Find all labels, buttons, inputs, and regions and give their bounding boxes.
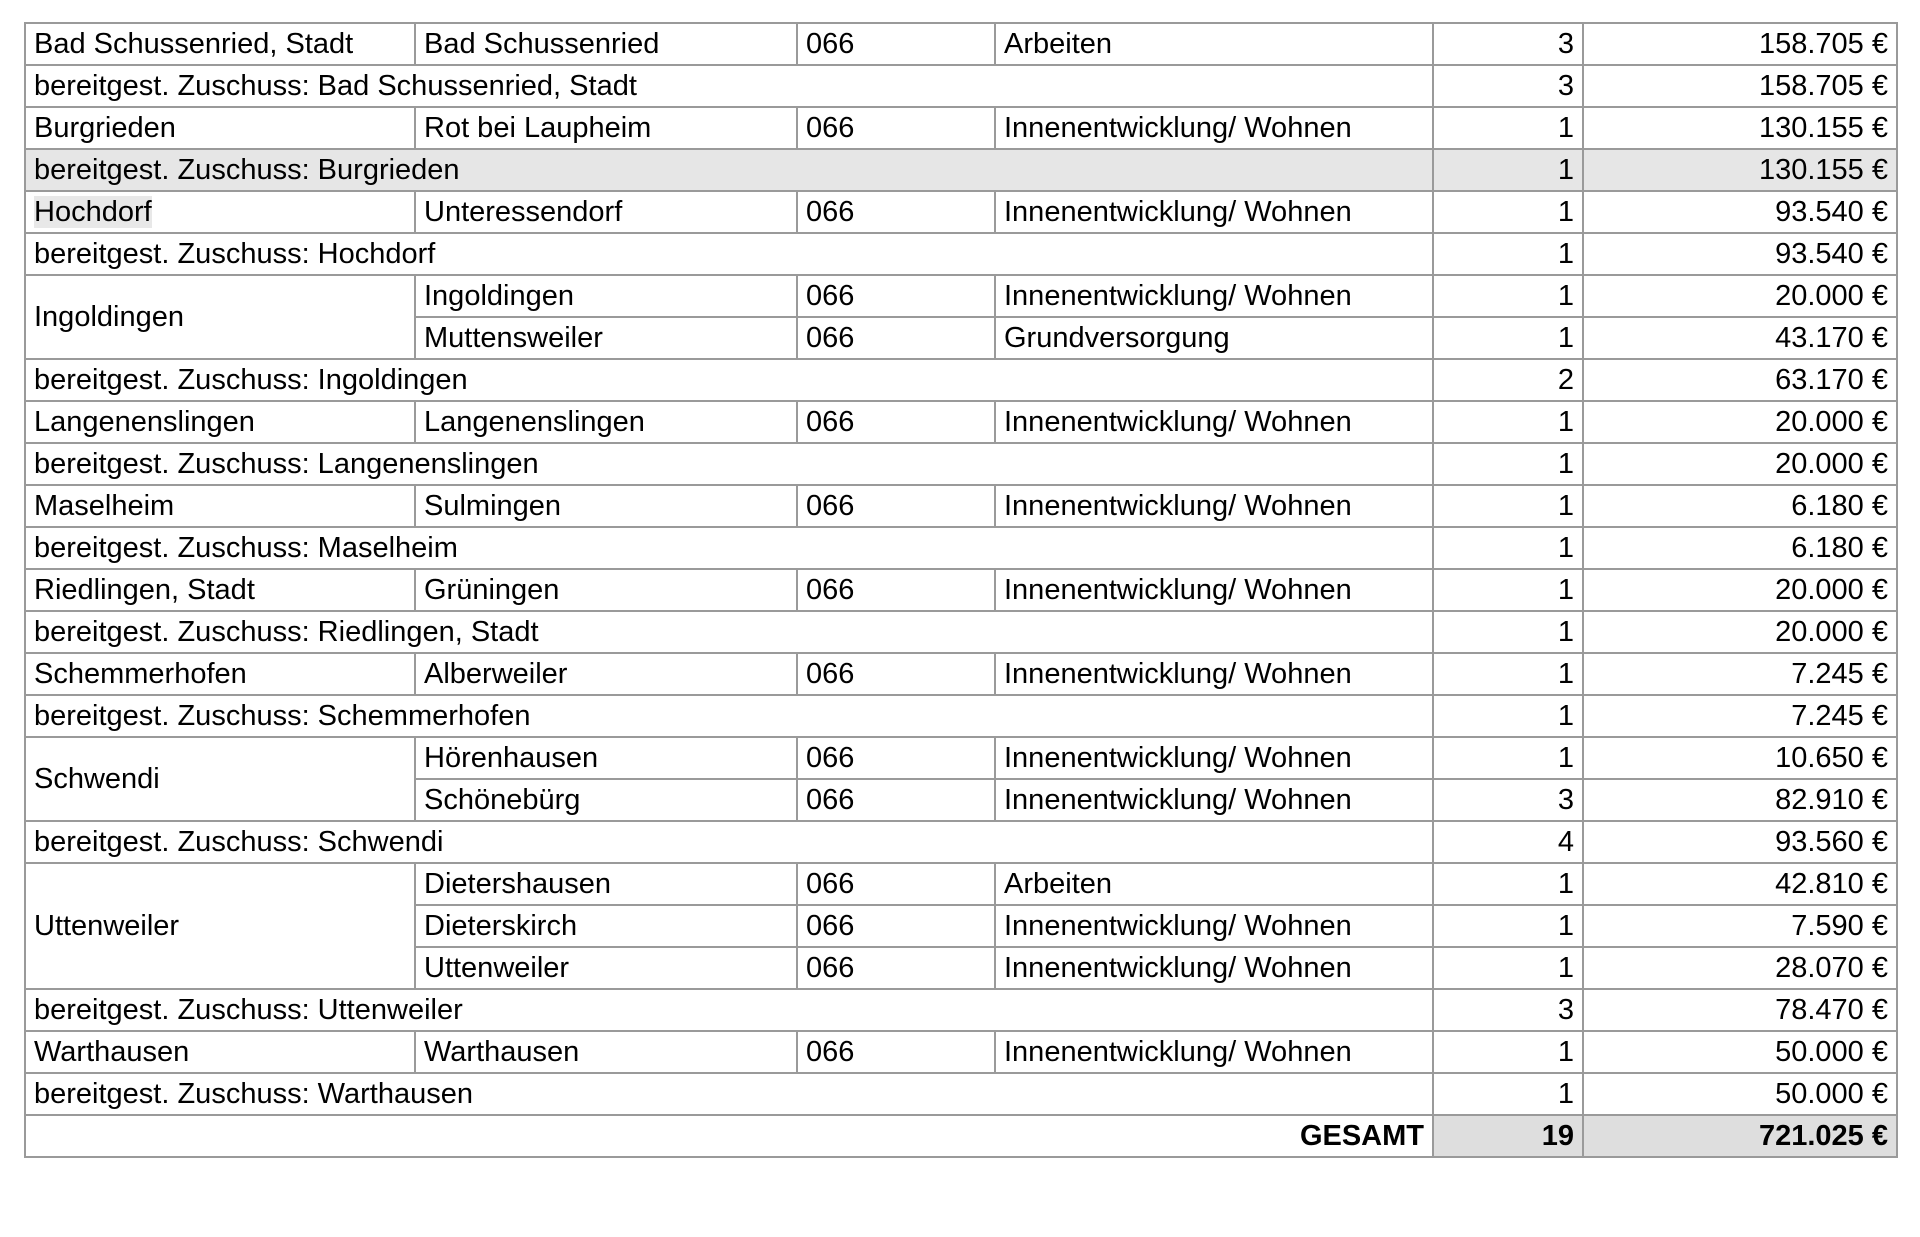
subtotal-amount: 6.180 € <box>1583 527 1897 569</box>
amount-cell: 20.000 € <box>1583 275 1897 317</box>
category-cell: Innenentwicklung/ Wohnen <box>995 779 1433 821</box>
code-cell: 066 <box>797 737 995 779</box>
table-row <box>25 1031 1897 1073</box>
amount-cell: 6.180 € <box>1583 485 1897 527</box>
subtotal-count: 1 <box>1433 611 1583 653</box>
subtotal-count: 2 <box>1433 359 1583 401</box>
amount-cell: 7.245 € <box>1583 653 1897 695</box>
count-cell: 1 <box>1433 485 1583 527</box>
amount-cell: 158.705 € <box>1583 23 1897 65</box>
locality-cell: Bad Schussenried <box>415 23 797 65</box>
count-cell: 1 <box>1433 191 1583 233</box>
amount-cell: 93.540 € <box>1583 191 1897 233</box>
table-row <box>25 485 1897 527</box>
locality-cell: Dietershausen <box>415 863 797 905</box>
subtotal-row <box>25 821 1897 863</box>
subtotal-amount: 50.000 € <box>1583 1073 1897 1115</box>
subtotal-label: bereitgest. Zuschuss: Riedlingen, Stadt <box>25 611 1433 653</box>
code-cell: 066 <box>797 485 995 527</box>
code-cell: 066 <box>797 1031 995 1073</box>
locality-cell: Uttenweiler <box>415 947 797 989</box>
municipality-cell: Warthausen <box>25 1031 415 1073</box>
code-cell: 066 <box>797 905 995 947</box>
locality-cell: Warthausen <box>415 1031 797 1073</box>
locality-cell: Alberweiler <box>415 653 797 695</box>
count-cell: 1 <box>1433 569 1583 611</box>
code-cell: 066 <box>797 107 995 149</box>
subtotal-label: bereitgest. Zuschuss: Warthausen <box>25 1073 1433 1115</box>
municipality-cell: Schemmerhofen <box>25 653 415 695</box>
amount-cell: 20.000 € <box>1583 401 1897 443</box>
count-cell: 1 <box>1433 947 1583 989</box>
code-cell: 066 <box>797 569 995 611</box>
subtotal-label: bereitgest. Zuschuss: Maselheim <box>25 527 1433 569</box>
funding-table <box>24 22 1898 1158</box>
category-cell: Innenentwicklung/ Wohnen <box>995 107 1433 149</box>
subtotal-amount: 158.705 € <box>1583 65 1897 107</box>
amount-cell: 28.070 € <box>1583 947 1897 989</box>
locality-cell: Muttensweiler <box>415 317 797 359</box>
subtotal-count: 3 <box>1433 989 1583 1031</box>
subtotal-label: bereitgest. Zuschuss: Burgrieden <box>25 149 1433 191</box>
subtotal-row <box>25 233 1897 275</box>
category-cell: Grundversorgung <box>995 317 1433 359</box>
municipality-name: Hochdorf <box>34 196 152 228</box>
category-cell: Arbeiten <box>995 23 1433 65</box>
count-cell: 1 <box>1433 401 1583 443</box>
count-cell: 1 <box>1433 317 1583 359</box>
table-row <box>25 191 1897 233</box>
locality-cell: Sulmingen <box>415 485 797 527</box>
subtotal-count: 1 <box>1433 1073 1583 1115</box>
municipality-cell: Langenenslingen <box>25 401 415 443</box>
subtotal-count: 1 <box>1433 443 1583 485</box>
category-cell: Innenentwicklung/ Wohnen <box>995 275 1433 317</box>
subtotal-row <box>25 65 1897 107</box>
municipality-cell: Burgrieden <box>25 107 415 149</box>
locality-cell: Ingoldingen <box>415 275 797 317</box>
subtotal-amount: 63.170 € <box>1583 359 1897 401</box>
subtotal-count: 4 <box>1433 821 1583 863</box>
count-cell: 1 <box>1433 275 1583 317</box>
code-cell: 066 <box>797 653 995 695</box>
subtotal-row <box>25 611 1897 653</box>
subtotal-label: bereitgest. Zuschuss: Schwendi <box>25 821 1433 863</box>
code-cell: 066 <box>797 317 995 359</box>
municipality-cell: Schwendi <box>25 737 415 821</box>
subtotal-row <box>25 149 1897 191</box>
amount-cell: 20.000 € <box>1583 569 1897 611</box>
subtotal-amount: 93.540 € <box>1583 233 1897 275</box>
subtotal-row <box>25 989 1897 1031</box>
subtotal-count: 1 <box>1433 233 1583 275</box>
municipality-cell: Maselheim <box>25 485 415 527</box>
subtotal-amount: 78.470 € <box>1583 989 1897 1031</box>
subtotal-count: 1 <box>1433 149 1583 191</box>
count-cell: 1 <box>1433 863 1583 905</box>
count-cell: 1 <box>1433 107 1583 149</box>
locality-cell: Hörenhausen <box>415 737 797 779</box>
code-cell: 066 <box>797 779 995 821</box>
table-row <box>25 107 1897 149</box>
code-cell: 066 <box>797 947 995 989</box>
subtotal-count: 1 <box>1433 695 1583 737</box>
category-cell: Innenentwicklung/ Wohnen <box>995 737 1433 779</box>
count-cell: 1 <box>1433 1031 1583 1073</box>
count-cell: 1 <box>1433 905 1583 947</box>
subtotal-label: bereitgest. Zuschuss: Ingoldingen <box>25 359 1433 401</box>
subtotal-amount: 7.245 € <box>1583 695 1897 737</box>
amount-cell: 7.590 € <box>1583 905 1897 947</box>
subtotal-label: bereitgest. Zuschuss: Hochdorf <box>25 233 1433 275</box>
total-count: 19 <box>1433 1115 1583 1157</box>
subtotal-count: 3 <box>1433 65 1583 107</box>
count-cell: 3 <box>1433 23 1583 65</box>
locality-cell: Dieterskirch <box>415 905 797 947</box>
municipality-cell: Riedlingen, Stadt <box>25 569 415 611</box>
code-cell: 066 <box>797 275 995 317</box>
subtotal-amount: 20.000 € <box>1583 611 1897 653</box>
municipality-cell: Uttenweiler <box>25 863 415 989</box>
count-cell: 1 <box>1433 737 1583 779</box>
category-cell: Innenentwicklung/ Wohnen <box>995 485 1433 527</box>
table-row <box>25 401 1897 443</box>
subtotal-count: 1 <box>1433 527 1583 569</box>
table-row <box>25 863 1897 905</box>
table-row <box>25 275 1897 317</box>
code-cell: 066 <box>797 863 995 905</box>
count-cell: 1 <box>1433 653 1583 695</box>
category-cell: Innenentwicklung/ Wohnen <box>995 653 1433 695</box>
table-row <box>25 569 1897 611</box>
total-row <box>25 1115 1897 1157</box>
total-label: GESAMT <box>25 1115 1433 1157</box>
funding-table-body <box>25 23 1897 1115</box>
subtotal-row <box>25 527 1897 569</box>
locality-cell: Schönebürg <box>415 779 797 821</box>
category-cell: Innenentwicklung/ Wohnen <box>995 947 1433 989</box>
subtotal-row <box>25 695 1897 737</box>
amount-cell: 50.000 € <box>1583 1031 1897 1073</box>
category-cell: Innenentwicklung/ Wohnen <box>995 569 1433 611</box>
category-cell: Innenentwicklung/ Wohnen <box>995 905 1433 947</box>
table-row <box>25 653 1897 695</box>
municipality-cell: Ingoldingen <box>25 275 415 359</box>
subtotal-amount: 130.155 € <box>1583 149 1897 191</box>
category-cell: Innenentwicklung/ Wohnen <box>995 1031 1433 1073</box>
table-row <box>25 23 1897 65</box>
category-cell: Innenentwicklung/ Wohnen <box>995 401 1433 443</box>
locality-cell: Langenenslingen <box>415 401 797 443</box>
category-cell: Arbeiten <box>995 863 1433 905</box>
table-row <box>25 737 1897 779</box>
code-cell: 066 <box>797 191 995 233</box>
amount-cell: 82.910 € <box>1583 779 1897 821</box>
subtotal-label: bereitgest. Zuschuss: Uttenweiler <box>25 989 1433 1031</box>
locality-cell: Rot bei Laupheim <box>415 107 797 149</box>
subtotal-label: bereitgest. Zuschuss: Schemmerhofen <box>25 695 1433 737</box>
subtotal-amount: 93.560 € <box>1583 821 1897 863</box>
subtotal-row <box>25 1073 1897 1115</box>
code-cell: 066 <box>797 23 995 65</box>
count-cell: 3 <box>1433 779 1583 821</box>
locality-cell: Grüningen <box>415 569 797 611</box>
locality-cell: Unteressendorf <box>415 191 797 233</box>
subtotal-label: bereitgest. Zuschuss: Langenenslingen <box>25 443 1433 485</box>
funding-table-sheet <box>24 22 1896 1158</box>
code-cell: 066 <box>797 401 995 443</box>
subtotal-amount: 20.000 € <box>1583 443 1897 485</box>
amount-cell: 10.650 € <box>1583 737 1897 779</box>
amount-cell: 42.810 € <box>1583 863 1897 905</box>
amount-cell: 130.155 € <box>1583 107 1897 149</box>
municipality-cell: Bad Schussenried, Stadt <box>25 23 415 65</box>
subtotal-row <box>25 443 1897 485</box>
subtotal-row <box>25 359 1897 401</box>
amount-cell: 43.170 € <box>1583 317 1897 359</box>
total-amount: 721.025 € <box>1583 1115 1897 1157</box>
category-cell: Innenentwicklung/ Wohnen <box>995 191 1433 233</box>
subtotal-label: bereitgest. Zuschuss: Bad Schussenried, Stadt <box>25 65 1433 107</box>
municipality-cell <box>25 191 415 233</box>
